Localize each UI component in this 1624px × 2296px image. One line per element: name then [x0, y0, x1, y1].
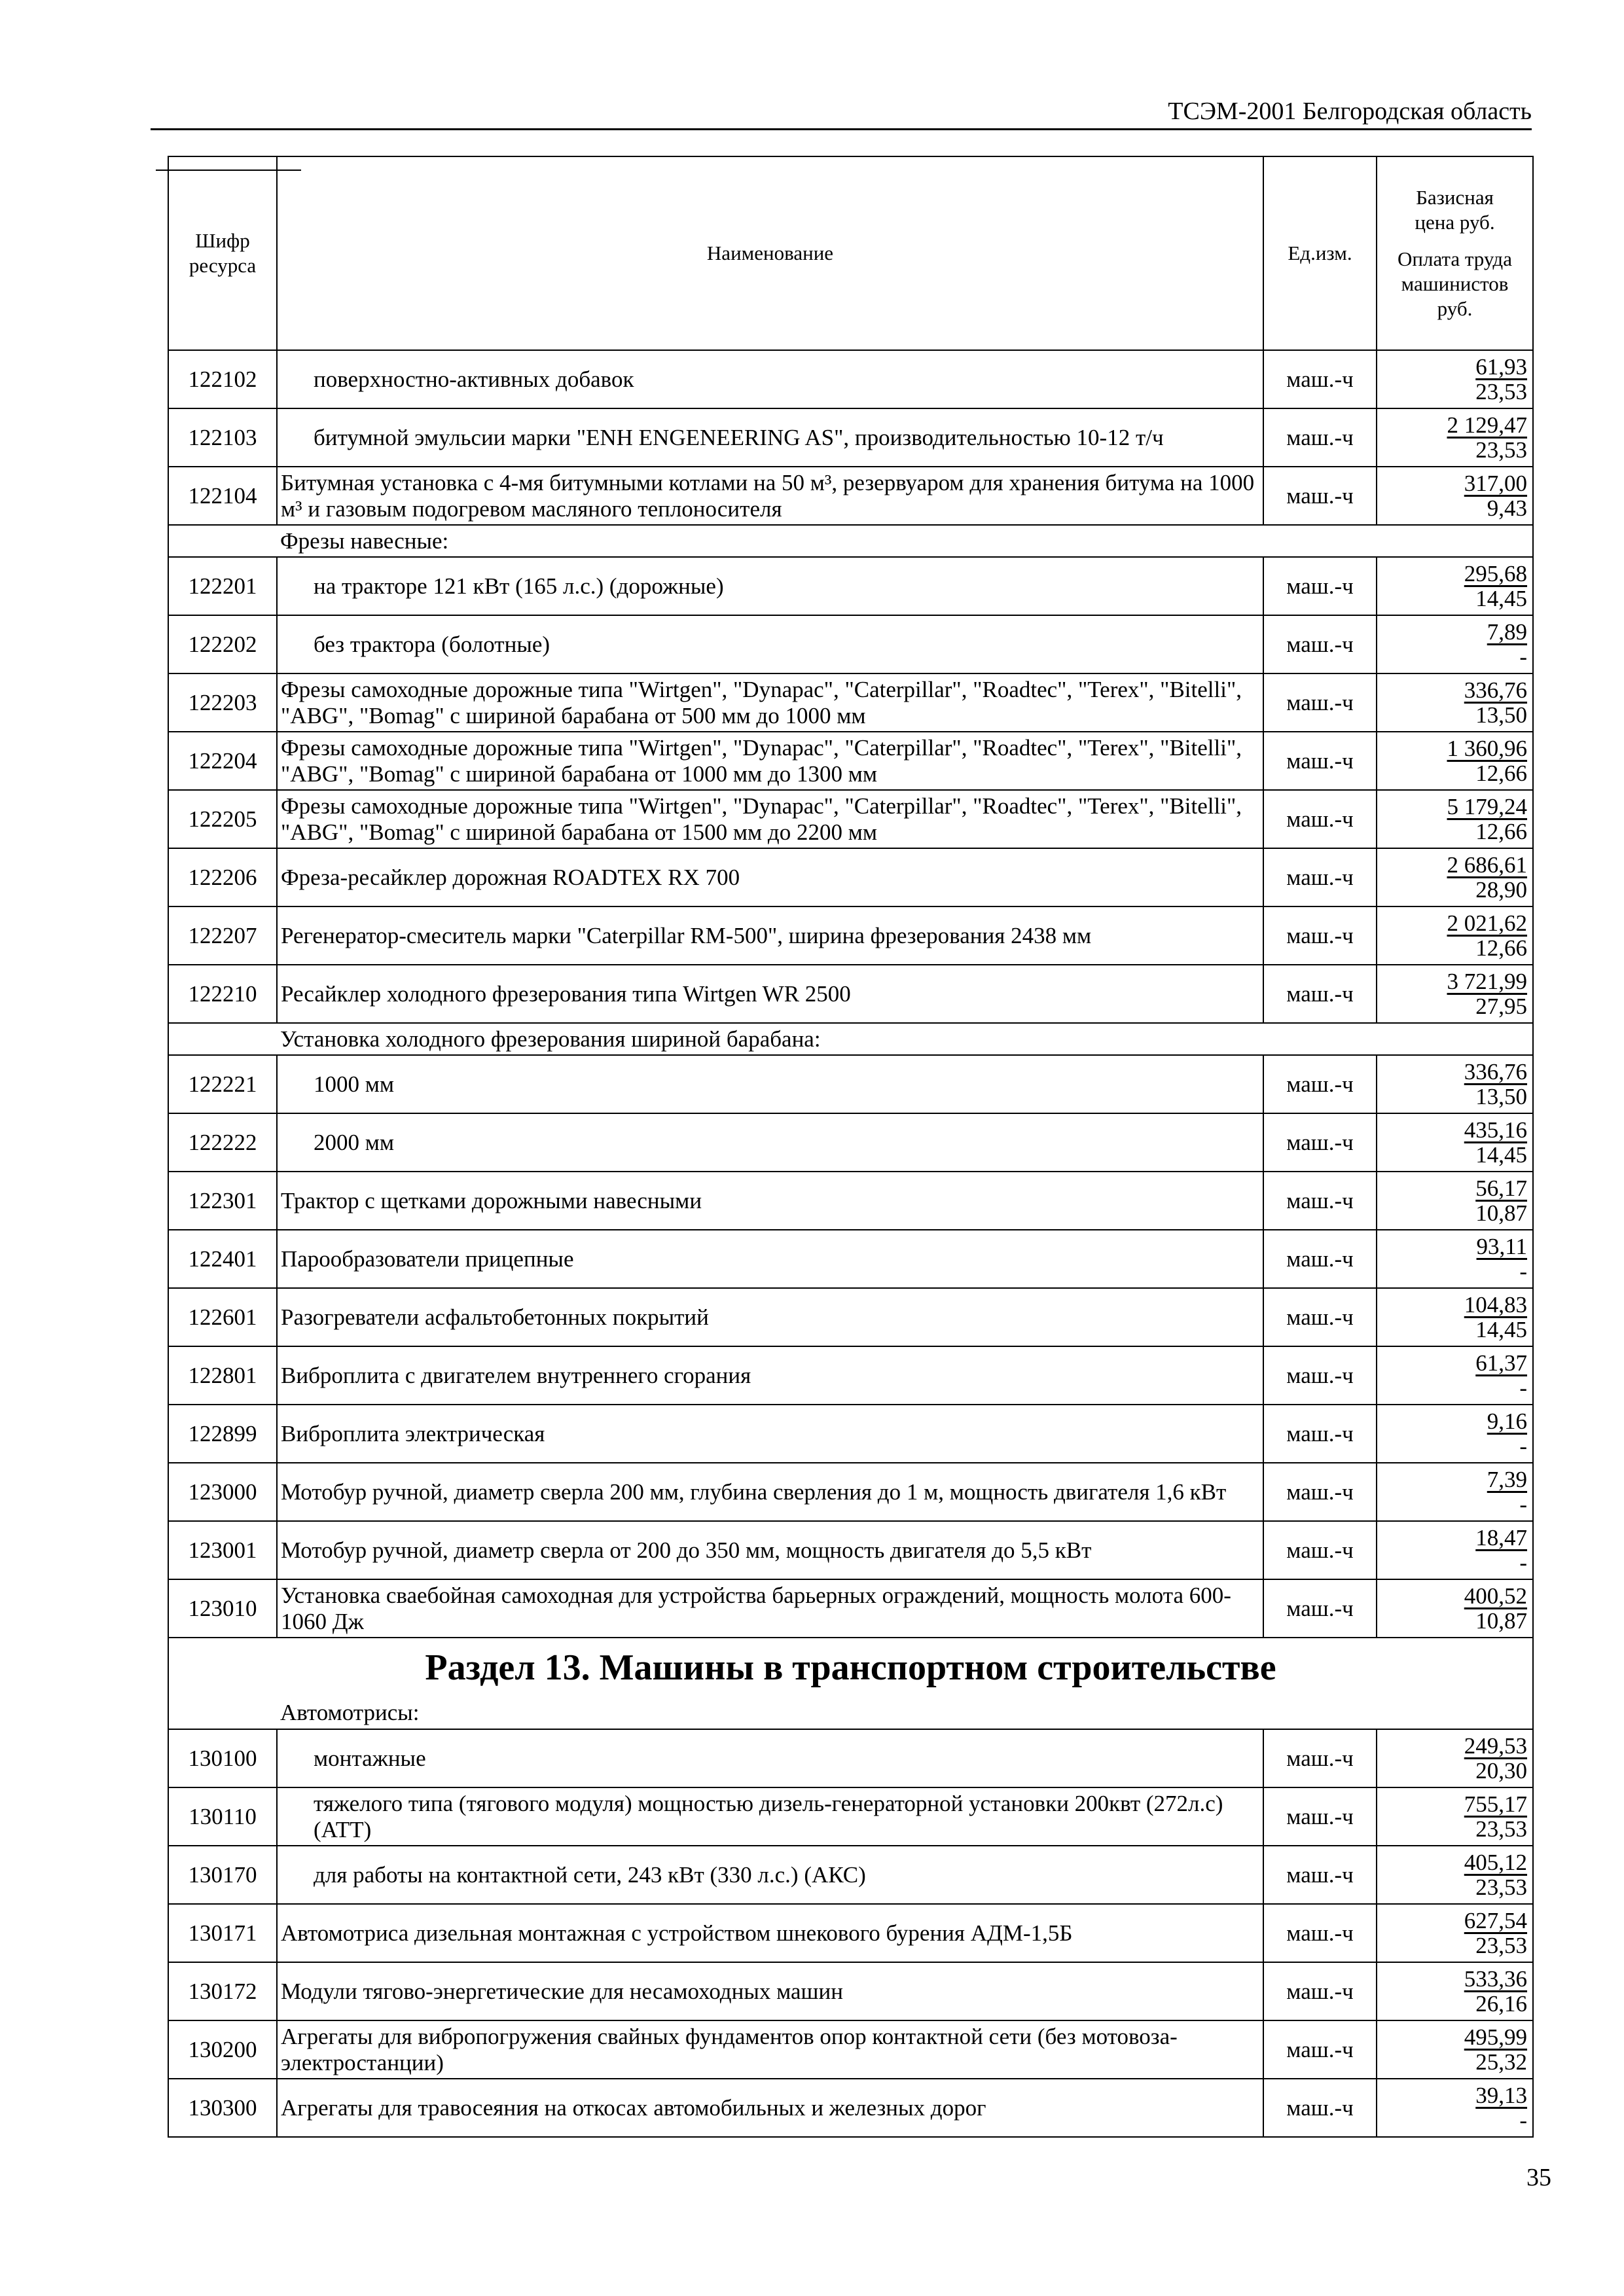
labor-cost: 14,45 — [1475, 1141, 1527, 1168]
price-cell — [1377, 1113, 1533, 1172]
price-table-container — [168, 156, 1534, 2138]
labor-cost: 12,66 — [1475, 760, 1527, 786]
price-cell — [1377, 790, 1533, 848]
unit: маш.-ч — [1263, 1055, 1377, 1113]
table-row — [168, 790, 1533, 848]
labor-cost: 27,95 — [1475, 993, 1527, 1019]
resource-name-cell — [277, 467, 1263, 525]
resource-code: 130171 — [168, 1904, 277, 1962]
unit: маш.-ч — [1263, 848, 1377, 906]
labor-cost: 14,45 — [1475, 585, 1527, 611]
price-cell — [1377, 2079, 1533, 2137]
header-unit: Ед.изм. — [1263, 156, 1377, 350]
resource-name: Мотобур ручной, диаметр сверла от 200 до 350 мм, мощность двигателя до 5,5 кВт — [281, 1537, 1092, 1563]
price-cell — [1377, 408, 1533, 467]
unit: маш.-ч — [1263, 1113, 1377, 1172]
resource-code: 122207 — [168, 906, 277, 965]
unit: маш.-ч — [1263, 1172, 1377, 1230]
labor-cost: 14,45 — [1475, 1316, 1527, 1342]
labor-cost: 12,66 — [1475, 935, 1527, 961]
resource-name: Разогреватели асфальтобетонных покрытий — [281, 1304, 709, 1330]
base-price: 5 179,24 — [1447, 793, 1527, 819]
unit: маш.-ч — [1263, 2079, 1377, 2137]
unit: маш.-ч — [1263, 790, 1377, 848]
price-cell — [1377, 965, 1533, 1023]
table-row — [168, 732, 1533, 790]
unit: маш.-ч — [1263, 906, 1377, 965]
base-price: 39,13 — [1475, 2082, 1527, 2108]
header-name: Наименование — [277, 156, 1263, 350]
resource-code: 122221 — [168, 1055, 277, 1113]
unit: маш.-ч — [1263, 1787, 1377, 1846]
price-cell — [1377, 1288, 1533, 1346]
resource-name: поверхностно-активных добавок — [314, 366, 634, 392]
unit: маш.-ч — [1263, 350, 1377, 408]
resource-name: 2000 мм — [314, 1129, 395, 1155]
resource-name-cell — [277, 732, 1263, 790]
resource-name: Фрезы самоходные дорожные типа "Wirtgen", "Dynapac", "Caterpillar", "Roadtec", "Terex", "Bitelli", "ABG", "Bomag" с шириной барабана от 1500 мм до 2200 мм — [281, 793, 1242, 845]
base-price: 405,12 — [1464, 1849, 1527, 1875]
base-price: 533,36 — [1464, 1965, 1527, 1992]
resource-name-cell — [277, 1962, 1263, 2020]
resource-name: Парообразователи прицепные — [281, 1246, 574, 1272]
resource-name-cell — [277, 790, 1263, 848]
resource-name: для работы на контактной сети, 243 кВт (330 л.с.) (АКС) — [314, 1861, 866, 1888]
header-price-top: Базисная цена руб. — [1415, 186, 1495, 234]
resource-name-cell — [277, 965, 1263, 1023]
resource-code: 122104 — [168, 467, 277, 525]
base-price: 336,76 — [1464, 677, 1527, 703]
resource-name: без трактора (болотные) — [314, 631, 550, 657]
labor-cost: 23,53 — [1475, 1874, 1527, 1900]
header-rule — [151, 128, 1532, 130]
group-row — [168, 525, 1533, 557]
resource-code: 122206 — [168, 848, 277, 906]
table-row — [168, 350, 1533, 408]
resource-name-cell — [277, 673, 1263, 732]
unit: маш.-ч — [1263, 1846, 1377, 1904]
price-cell — [1377, 1579, 1533, 1638]
labor-cost: 23,53 — [1475, 1932, 1527, 1958]
base-price: 2 686,61 — [1447, 852, 1527, 878]
unit: маш.-ч — [1263, 2020, 1377, 2079]
resource-code: 122103 — [168, 408, 277, 467]
price-cell — [1377, 1904, 1533, 1962]
table-row — [168, 965, 1533, 1023]
header-price — [1377, 156, 1533, 350]
price-cell — [1377, 1962, 1533, 2020]
resource-code: 123010 — [168, 1579, 277, 1638]
group-spacer — [168, 525, 277, 557]
resource-name: Модули тягово-энергетические для несамоходных машин — [281, 1978, 843, 2004]
resource-code: 122201 — [168, 557, 277, 615]
base-price: 9,16 — [1487, 1408, 1527, 1434]
resource-code: 122801 — [168, 1346, 277, 1405]
resource-code: 122204 — [168, 732, 277, 790]
price-cell — [1377, 1230, 1533, 1288]
table-row — [168, 1113, 1533, 1172]
resource-name: Фрезы самоходные дорожные типа "Wirtgen", "Dynapac", "Caterpillar", "Roadtec", "Terex", "Bitelli", "ABG", "Bomag" с шириной барабана от 500 мм до 1000 мм — [281, 676, 1242, 728]
labor-cost: - — [1519, 643, 1527, 670]
resource-name-cell — [277, 1579, 1263, 1638]
resource-code: 130172 — [168, 1962, 277, 2020]
unit: маш.-ч — [1263, 1463, 1377, 1521]
section-row — [168, 1638, 1533, 1697]
unit: маш.-ч — [1263, 1904, 1377, 1962]
table-row — [168, 1904, 1533, 1962]
table-row — [168, 1405, 1533, 1463]
resource-name: Виброплита электрическая — [281, 1420, 545, 1446]
resource-name: 1000 мм — [314, 1071, 395, 1097]
resource-code: 123001 — [168, 1521, 277, 1579]
price-cell — [1377, 467, 1533, 525]
running-header: ТСЭМ-2001 Белгородская область — [1168, 98, 1532, 125]
unit: маш.-ч — [1263, 557, 1377, 615]
resource-name: Виброплита с двигателем внутреннего сгорания — [281, 1362, 751, 1388]
group-row — [168, 1697, 1533, 1729]
base-price: 7,89 — [1487, 619, 1527, 645]
unit: маш.-ч — [1263, 1288, 1377, 1346]
resource-name: монтажные — [314, 1745, 426, 1771]
unit: маш.-ч — [1263, 732, 1377, 790]
resource-name-cell — [277, 2079, 1263, 2137]
resource-name-cell — [277, 1904, 1263, 1962]
unit: маш.-ч — [1263, 615, 1377, 673]
base-price: 7,39 — [1487, 1466, 1527, 1492]
unit: маш.-ч — [1263, 1230, 1377, 1288]
labor-cost: 10,87 — [1475, 1607, 1527, 1634]
price-cell — [1377, 1521, 1533, 1579]
table-row — [168, 2020, 1533, 2079]
price-cell — [1377, 350, 1533, 408]
resource-code: 122210 — [168, 965, 277, 1023]
base-price: 3 721,99 — [1447, 968, 1527, 994]
group-spacer — [168, 1697, 277, 1729]
resource-name-cell — [277, 1172, 1263, 1230]
resource-name-cell — [277, 1729, 1263, 1787]
labor-cost: 26,16 — [1475, 1990, 1527, 2017]
resource-name-cell — [277, 1405, 1263, 1463]
price-cell — [1377, 1787, 1533, 1846]
resource-name-cell — [277, 1288, 1263, 1346]
price-cell — [1377, 1846, 1533, 1904]
page-number: 35 — [1526, 2164, 1551, 2191]
base-price: 400,52 — [1464, 1583, 1527, 1609]
price-cell — [1377, 1172, 1533, 1230]
labor-cost: - — [1519, 1491, 1527, 1517]
table-row — [168, 1579, 1533, 1638]
resource-code: 122301 — [168, 1172, 277, 1230]
price-cell — [1377, 848, 1533, 906]
resource-code: 130110 — [168, 1787, 277, 1846]
base-price: 2 021,62 — [1447, 910, 1527, 936]
resource-name: битумной эмульсии марки "ENH ENGENEERING AS", производительностью 10-12 т/ч — [314, 424, 1164, 450]
table-row — [168, 408, 1533, 467]
base-price: 336,76 — [1464, 1058, 1527, 1085]
resource-code: 122102 — [168, 350, 277, 408]
table-row — [168, 1962, 1533, 2020]
base-price: 317,00 — [1464, 470, 1527, 496]
resource-name: Трактор с щетками дорожными навесными — [281, 1187, 702, 1213]
resource-name: на тракторе 121 кВт (165 л.с.) (дорожные) — [314, 573, 724, 599]
resource-name: Автомотриса дизельная монтажная с устройством шнекового бурения АДМ-1,5Б — [281, 1920, 1073, 1946]
table-row — [168, 1521, 1533, 1579]
resource-code: 122222 — [168, 1113, 277, 1172]
table-row — [168, 1172, 1533, 1230]
table-row — [168, 615, 1533, 673]
unit: маш.-ч — [1263, 1346, 1377, 1405]
resource-name: Мотобур ручной, диаметр сверла 200 мм, глубина сверления до 1 м, мощность двигателя 1,6 кВт — [281, 1479, 1227, 1505]
base-price: 2 129,47 — [1447, 412, 1527, 438]
base-price: 61,37 — [1475, 1350, 1527, 1376]
table-header-row — [168, 156, 1533, 350]
resource-name-cell — [277, 906, 1263, 965]
resource-code: 130200 — [168, 2020, 277, 2079]
group-heading: Установка холодного фрезерования шириной барабана: — [277, 1023, 1533, 1055]
base-price: 61,93 — [1475, 353, 1527, 380]
resource-code: 122601 — [168, 1288, 277, 1346]
unit: маш.-ч — [1263, 1405, 1377, 1463]
base-price: 18,47 — [1475, 1524, 1527, 1551]
resource-code: 130300 — [168, 2079, 277, 2137]
labor-cost: 28,90 — [1475, 876, 1527, 903]
unit: маш.-ч — [1263, 965, 1377, 1023]
resource-code: 122202 — [168, 615, 277, 673]
labor-cost: - — [1519, 1549, 1527, 1575]
resource-name-cell — [277, 1346, 1263, 1405]
labor-cost: 23,53 — [1475, 1816, 1527, 1842]
base-price: 495,99 — [1464, 2024, 1527, 2050]
price-cell — [1377, 2020, 1533, 2079]
resource-name: Регенератор-смеситель марки "Caterpillar RM-500", ширина фрезерования 2438 мм — [281, 922, 1092, 948]
resource-name-cell — [277, 1787, 1263, 1846]
base-price: 56,17 — [1475, 1175, 1527, 1201]
unit: маш.-ч — [1263, 467, 1377, 525]
base-price: 435,16 — [1464, 1117, 1527, 1143]
labor-cost: 13,50 — [1475, 702, 1527, 728]
resource-name-cell — [277, 848, 1263, 906]
resource-code: 122899 — [168, 1405, 277, 1463]
price-cell — [1377, 1346, 1533, 1405]
base-price: 1 360,96 — [1447, 735, 1527, 761]
table-row — [168, 467, 1533, 525]
price-cell — [1377, 1405, 1533, 1463]
resource-name-cell — [277, 1230, 1263, 1288]
resource-name: Фрезы самоходные дорожные типа "Wirtgen", "Dynapac", "Caterpillar", "Roadtec", "Terex", "Bitelli", "ABG", "Bomag" с шириной барабана от 1000 мм до 1300 мм — [281, 734, 1242, 787]
table-row — [168, 1463, 1533, 1521]
resource-name: Ресайклер холодного фрезерования типа Wirtgen WR 2500 — [281, 980, 851, 1007]
price-table-body — [168, 156, 1533, 2137]
group-heading: Автомотрисы: — [277, 1697, 1533, 1729]
table-row — [168, 906, 1533, 965]
resource-name-cell — [277, 1846, 1263, 1904]
table-row — [168, 1346, 1533, 1405]
unit: маш.-ч — [1263, 1962, 1377, 2020]
group-heading: Фрезы навесные: — [277, 525, 1533, 557]
group-row — [168, 1023, 1533, 1055]
resource-code: 122205 — [168, 790, 277, 848]
labor-cost: - — [1519, 2107, 1527, 2133]
resource-name: Установка сваебойная самоходная для устройства барьерных ограждений, мощность молота 600-1060 Дж — [281, 1582, 1231, 1634]
resource-code: 122401 — [168, 1230, 277, 1288]
table-row — [168, 1787, 1533, 1846]
resource-name-cell — [277, 350, 1263, 408]
resource-name-cell — [277, 1521, 1263, 1579]
table-row — [168, 557, 1533, 615]
base-price: 104,83 — [1464, 1291, 1527, 1318]
table-row — [168, 1230, 1533, 1288]
resource-name: Агрегаты для вибропогружения свайных фундаментов опор контактной сети (без мотовоза-электростанции) — [281, 2023, 1178, 2075]
table-row — [168, 673, 1533, 732]
resource-code: 130100 — [168, 1729, 277, 1787]
resource-name-cell — [277, 408, 1263, 467]
resource-name: Агрегаты для травосеяния на откосах автомобильных и железных дорог — [281, 2094, 986, 2121]
table-row — [168, 848, 1533, 906]
price-cell — [1377, 615, 1533, 673]
header-code: Шифр ресурса — [168, 156, 277, 350]
unit: маш.-ч — [1263, 1521, 1377, 1579]
price-cell — [1377, 732, 1533, 790]
unit: маш.-ч — [1263, 673, 1377, 732]
unit: маш.-ч — [1263, 1729, 1377, 1787]
labor-cost: 23,53 — [1475, 437, 1527, 463]
labor-cost: - — [1519, 1258, 1527, 1284]
resource-name-cell — [277, 557, 1263, 615]
header-price-bottom: Оплата труда машинистов руб. — [1398, 247, 1512, 320]
price-cell — [1377, 906, 1533, 965]
labor-cost: - — [1519, 1433, 1527, 1459]
resource-name-cell — [277, 1113, 1263, 1172]
labor-cost: 13,50 — [1475, 1083, 1527, 1109]
price-cell — [1377, 557, 1533, 615]
labor-cost: 12,66 — [1475, 818, 1527, 844]
labor-cost: 25,32 — [1475, 2049, 1527, 2075]
base-price: 249,53 — [1464, 1732, 1527, 1759]
resource-code: 123000 — [168, 1463, 277, 1521]
group-spacer — [168, 1023, 277, 1055]
table-row — [168, 1729, 1533, 1787]
table-row — [168, 1055, 1533, 1113]
labor-cost: 9,43 — [1487, 495, 1527, 521]
section-title: Раздел 13. Машины в транспортном строительстве — [168, 1638, 1533, 1697]
price-cell — [1377, 1055, 1533, 1113]
resource-name-cell — [277, 615, 1263, 673]
resource-code: 130170 — [168, 1846, 277, 1904]
resource-name: Битумная установка с 4-мя битумными котлами на 50 м³, резервуаром для хранения битума на 1000 м³ и газовым подогревом масляного теплоносителя — [281, 469, 1255, 522]
base-price: 295,68 — [1464, 560, 1527, 586]
resource-name: Фреза-ресайклер дорожная ROADTEX RX 700 — [281, 864, 740, 890]
resource-name-cell — [277, 2020, 1263, 2079]
price-cell — [1377, 673, 1533, 732]
resource-name: тяжелого типа (тягового модуля) мощностью дизель-генераторной установки 200квт (272л.с) (АТТ) — [314, 1790, 1223, 1842]
price-table — [168, 156, 1534, 2138]
base-price: 93,11 — [1476, 1233, 1527, 1259]
table-row — [168, 1846, 1533, 1904]
resource-code: 122203 — [168, 673, 277, 732]
labor-cost: 23,53 — [1475, 378, 1527, 404]
labor-cost: 20,30 — [1475, 1757, 1527, 1784]
labor-cost: 10,87 — [1475, 1200, 1527, 1226]
table-row — [168, 1288, 1533, 1346]
resource-name-cell — [277, 1463, 1263, 1521]
price-cell — [1377, 1729, 1533, 1787]
price-cell — [1377, 1463, 1533, 1521]
table-row — [168, 2079, 1533, 2137]
labor-cost: - — [1519, 1374, 1527, 1401]
base-price: 755,17 — [1464, 1791, 1527, 1817]
unit: маш.-ч — [1263, 1579, 1377, 1638]
base-price: 627,54 — [1464, 1907, 1527, 1933]
resource-name-cell — [277, 1055, 1263, 1113]
unit: маш.-ч — [1263, 408, 1377, 467]
